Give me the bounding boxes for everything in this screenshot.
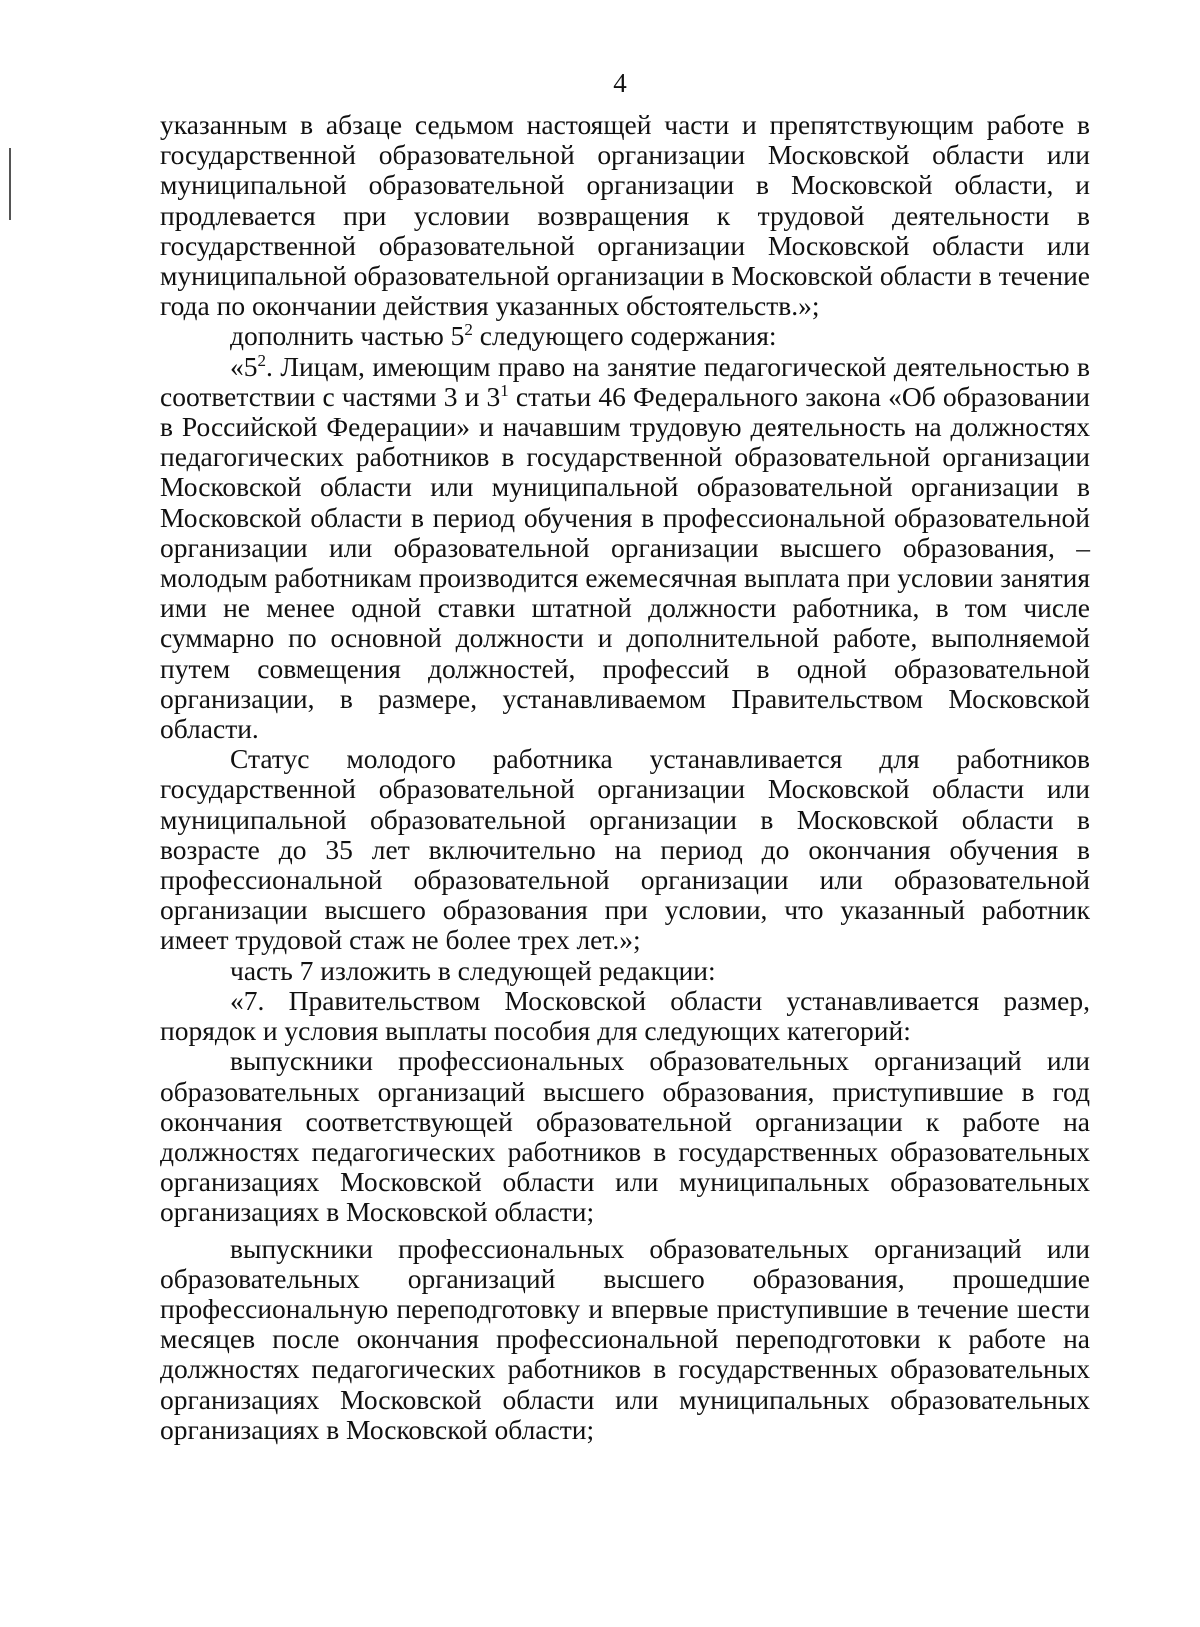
paragraph-2-text-a: дополнить частью 5	[230, 320, 465, 352]
superscript: 1	[500, 380, 509, 400]
paragraph-7: выпускники профессиональных образовательных организаций или образовательных организаций высшего образования, приступившие в год окончания соответствующей образовательной организации к работе на должностях педагогических работников в государственных образовательных организациях Московской области или муниципальных образовательных организациях в Московской области;	[160, 1045, 1090, 1228]
document-body	[160, 110, 1090, 1445]
superscript: 2	[257, 350, 266, 370]
paragraph-4: Статус молодого работника устанавливается для работников государственной образовательной организации Московской области или муниципальной образовательной организации в Московской области в возрасте до 35 лет включительно на период до окончания обучения в профессиональной образовательной организации или образовательной организации высшего образования при условии, что указанный работник имеет трудовой стаж не более трех лет.»;	[160, 743, 1090, 956]
paragraph-3	[160, 352, 1090, 745]
paragraph-3-text-c: статьи 46 Федерального закона «Об образовании в Российской Федерации» и начавшим трудовую деятельность на должностях педагогических работников в государственной образовательной организации Московской области или муниципальной образовательной организации в Московской области в период обучения в профессиональной образовательной организации или образовательной организации высшего образования, – молодым работникам производится ежемесячная выплата при условии занятия ими не менее одной ставки штатной должности работника, в том числе суммарно по основной должности и дополнительной работе, выполняемой путем совмещения должностей, профессий в одной образовательной организации, в размере, устанавливаемом Правительством Московской области.	[160, 380, 1090, 745]
paragraph-2	[160, 321, 1090, 351]
paragraph-6: «7. Правительством Московской области устанавливается размер, порядок и условия выплаты пособия для следующих категорий:	[160, 984, 1090, 1047]
paragraph-3-text-b: . Лицам, имеющим право на занятие педагогической деятельностью в соответствии с частями 3 и 3	[160, 350, 1090, 412]
paragraph-3-text-a: «5	[230, 350, 258, 382]
paragraph-2-text-b: следующего содержания:	[472, 320, 777, 352]
paragraph-8: выпускники профессиональных образовательных организаций или образовательных организаций высшего образования, прошедшие профессиональную переподготовку и впервые приступившие в течение шести месяцев после окончания профессиональной переподготовки к работе на должностях педагогических работников в государственных образовательных организациях Московской области или муниципальных образовательных организациях в Московской области;	[160, 1232, 1090, 1445]
paragraph-1: указанным в абзаце седьмом настоящей части и препятствующим работе в государственной образовательной организации Московской области или муниципальной образовательной организации в Московской области, и продлевается при условии возвращения к трудовой деятельности в государственной образовательной организации Московской области или муниципальной образовательной организации в Московской области в течение года по окончании действия указанных обстоятельств.»;	[160, 109, 1090, 322]
margin-mark	[9, 148, 11, 220]
paragraph-5: часть 7 изложить в следующей редакции:	[230, 954, 716, 986]
superscript: 2	[464, 320, 473, 340]
page-number: 4	[613, 68, 627, 98]
